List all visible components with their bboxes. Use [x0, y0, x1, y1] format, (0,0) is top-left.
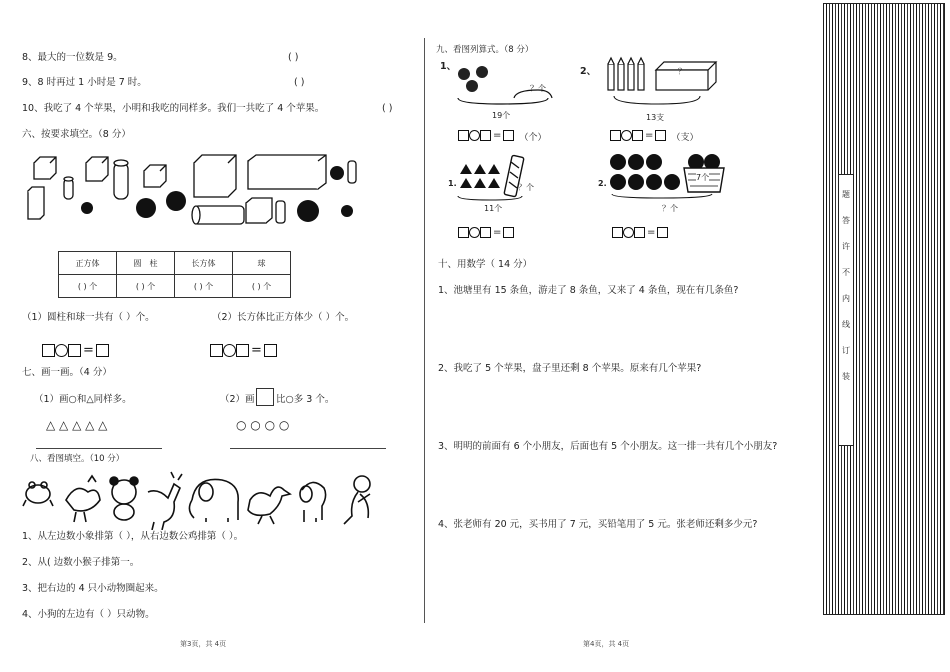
header-cuboid: 长方体 [175, 252, 233, 275]
rooster-icon [66, 476, 100, 522]
picture-2-total: 13支 [646, 113, 665, 122]
formula-blank-1[interactable]: = [42, 340, 109, 359]
picture-1-label: 1、 [440, 61, 457, 72]
section-7-q2-start: （2）画 [220, 394, 255, 405]
word-problem-2: 2、我吃了 5 个苹果，盘子里还剩 8 个苹果。原来有几个苹果? [438, 363, 702, 374]
monkey-icon [344, 476, 370, 524]
answer-paren-10[interactable]: ( ) [382, 103, 393, 114]
formula-blank-2[interactable]: = [210, 340, 277, 359]
section-8-q3: 3、把右边的 4 只小动物圈起来。 [22, 583, 164, 594]
formula-picture-1[interactable]: = （个） [458, 125, 547, 144]
formula-picture-3[interactable]: = [458, 222, 514, 241]
cell-cuboid-count[interactable]: ( ) 个 [175, 275, 233, 298]
triangles-row: △ △ △ △ △ [46, 418, 108, 432]
binding-char: 装 [842, 372, 850, 381]
column-divider [424, 38, 425, 623]
binding-char: 不 [842, 268, 850, 277]
binding-char: 题 [842, 190, 850, 199]
section-10-title: 十、用数学（ 14 分） [438, 259, 533, 270]
binding-char: 内 [842, 294, 850, 303]
binding-char: 答 [842, 216, 850, 225]
section-8-q4: 4、小狗的左边有（ ）只动物。 [22, 609, 155, 620]
picture-3-total: 11个 [484, 204, 503, 213]
binding-notice [838, 174, 854, 446]
formula-picture-2[interactable]: = （支） [610, 125, 699, 144]
section-7-q1: （1）画○和△同样多。 [34, 394, 132, 405]
frog-icon [23, 482, 53, 506]
drawing-line-2[interactable] [230, 448, 386, 449]
cell-cube-count[interactable]: ( ) 个 [59, 275, 117, 298]
section-8-q1: 1、从左边数小象排第（ ），从右边数公鸡排第（ ）。 [22, 531, 244, 542]
animals-illustration [22, 470, 384, 530]
section-6-q1: （1）圆柱和球一共有（ ）个。 [22, 312, 155, 323]
elephant-icon [189, 479, 238, 522]
picture-3-question: ？个 [518, 183, 534, 192]
picture-1-question: ？个 [530, 84, 546, 93]
binding-char: 线 [842, 320, 850, 329]
section-8-q2: 2、从( 边数小猴子排第一。 [22, 557, 140, 568]
circles-row: ○ ○ ○ ○ [236, 418, 290, 432]
section-9-title: 九、看图列算式。（8 分） [436, 45, 534, 55]
footer-page-3: 第3页，共 4页 [180, 640, 227, 648]
header-cube: 正方体 [59, 252, 117, 275]
question-9: 9、8 时再过 1 小时是 7 时。 [22, 77, 147, 88]
picture-2-question: ？ [678, 67, 686, 76]
section-8-title: 八、看图填空。（10 分） [30, 454, 125, 464]
question-10: 10、我吃了 4 个苹果，小明和我吃的同样多。我们一共吃了 4 个苹果。 [22, 103, 325, 114]
section-6-title: 六、按要求填空。（8 分） [22, 129, 131, 140]
picture-4-question: ？个 [662, 204, 678, 213]
dog-icon [300, 482, 326, 522]
binding-char: 许 [842, 242, 850, 251]
cell-sphere-count[interactable]: ( ) 个 [233, 275, 291, 298]
section-7-q2-end: 比○多 3 个。 [276, 394, 335, 405]
word-problem-4: 4、张老师有 20 元，买书用了 7 元，买铅笔用了 5 元。张老师还剩多少元? [438, 519, 758, 530]
picture-3-label: 1. [448, 179, 457, 188]
formula-picture-4[interactable]: = [612, 222, 668, 241]
picture-4-apples-basket [606, 150, 730, 206]
draw-square-box[interactable] [256, 388, 274, 406]
header-sphere: 球 [233, 252, 291, 275]
section-6-q2: （2）长方体比正方体少（ ）个。 [212, 312, 355, 323]
picture-4-basket-count: 7个 [696, 173, 710, 182]
duck-icon [248, 487, 290, 524]
section-7-title: 七、画一画。（4 分） [22, 367, 112, 378]
picture-3-triangles [456, 152, 536, 208]
deer-icon [148, 472, 182, 530]
question-8: 8、最大的一位数是 9。 [22, 52, 123, 63]
cell-cylinder-count[interactable]: ( ) 个 [117, 275, 175, 298]
picture-4-label: 2. [598, 179, 607, 188]
binding-char: 订 [842, 346, 850, 355]
picture-2-label: 2、 [580, 66, 597, 77]
picture-1-total: 19个 [492, 111, 511, 120]
drawing-line-1[interactable] [36, 448, 162, 449]
header-cylinder: 圆 柱 [117, 252, 175, 275]
word-problem-3: 3、明明的前面有 6 个小朋友，后面也有 5 个小朋友。这一排一共有几个小朋友? [438, 441, 778, 452]
answer-paren-9[interactable]: ( ) [294, 77, 305, 88]
shapes-count-table [58, 251, 291, 298]
word-problem-1: 1、池塘里有 15 条鱼，游走了 8 条鱼，又来了 4 条鱼，现在有几条鱼? [438, 285, 739, 296]
solid-shapes-illustration [24, 153, 369, 228]
answer-paren-8[interactable]: ( ) [288, 52, 299, 63]
panda-icon [110, 477, 138, 520]
footer-page-4: 第4页，共 4页 [583, 640, 630, 648]
